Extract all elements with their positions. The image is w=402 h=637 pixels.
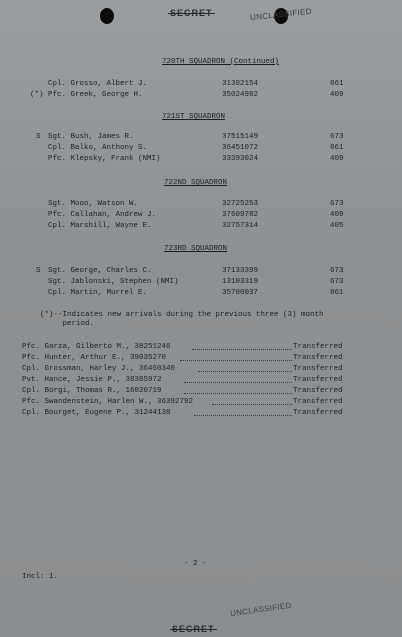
section-heading: 720TH SQUADRON (Continued) bbox=[162, 58, 280, 66]
roster-name: Cpl. Marshill, Wayne E. bbox=[48, 222, 152, 230]
bottom-unclassified-stamp: UNCLASSIFIED bbox=[229, 600, 293, 619]
roster-name: Sgt. Bush, James R. bbox=[48, 133, 134, 141]
transfer-name: Cpl. Borgi, Thomas R., 16020719 bbox=[22, 387, 162, 395]
leader-dots bbox=[212, 404, 292, 405]
roster-serial: 35700037 bbox=[222, 289, 259, 297]
top-unclassified-stamp: UNCLASSIFIED bbox=[249, 6, 313, 23]
roster-code: 409 bbox=[330, 211, 344, 219]
roster-code: 409 bbox=[330, 155, 344, 163]
page-number: - 2 - bbox=[184, 560, 207, 568]
roster-name: Sgt. George, Charles C. bbox=[48, 267, 152, 275]
roster-serial: 31302154 bbox=[222, 80, 259, 88]
section-heading: 723RD SQUADRON bbox=[164, 245, 228, 253]
roster-name: Pfc. Greek, George H. bbox=[48, 91, 143, 99]
transfer-status: Transferred bbox=[293, 398, 343, 406]
section-heading: 722ND SQUADRON bbox=[164, 179, 228, 187]
transfer-status: Transferred bbox=[293, 354, 343, 362]
transfer-name: Pvt. Hance, Jessie P., 38365972 bbox=[22, 376, 162, 384]
roster-code: 673 bbox=[330, 278, 344, 286]
roster-prefix: S bbox=[36, 133, 41, 141]
transfer-name: Pfc. Swandenstein, Harlen W., 36392792 bbox=[22, 398, 194, 406]
transfer-status: Transferred bbox=[293, 387, 343, 395]
transfer-name: Cpl. Bourget, Eugene P., 31244138 bbox=[22, 409, 171, 417]
roster-name: Sgt. Jablonski, Stephen (NMI) bbox=[48, 278, 179, 286]
transfer-status: Transferred bbox=[293, 409, 343, 417]
roster-prefix: S bbox=[36, 267, 41, 275]
roster-serial: 13103319 bbox=[222, 278, 259, 286]
roster-prefix: (*) bbox=[30, 91, 44, 99]
roster-name: Cpl. Grosso, Albert J. bbox=[48, 80, 148, 88]
leader-dots bbox=[194, 415, 292, 416]
transfer-status: Transferred bbox=[293, 365, 343, 373]
roster-serial: 32757314 bbox=[222, 222, 259, 230]
roster-serial: 35024982 bbox=[222, 91, 259, 99]
leader-dots bbox=[180, 360, 292, 361]
roster-serial: 32725253 bbox=[222, 200, 259, 208]
roster-name: Pfc. Klepsky, Frank (NMI) bbox=[48, 155, 161, 163]
transfer-name: Pfc. Hunter, Arthur E., 39035270 bbox=[22, 354, 167, 362]
leader-dots bbox=[192, 349, 292, 350]
roster-name: Cpl. Martin, Murrel E. bbox=[48, 289, 148, 297]
roster-code: 861 bbox=[330, 144, 344, 152]
roster-serial: 37609782 bbox=[222, 211, 259, 219]
roster-serial: 37133399 bbox=[222, 267, 259, 275]
top-classification-struck: SECRET bbox=[170, 8, 213, 18]
transfer-name: Pfc. Garza, Gilberto M., 38251246 bbox=[22, 343, 171, 351]
roster-name: Cpl. Balko, Anthony S. bbox=[48, 144, 148, 152]
punch-hole bbox=[100, 8, 114, 24]
leader-dots bbox=[184, 382, 292, 383]
transfer-name: Cpl. Grossman, Harley J., 36460340 bbox=[22, 365, 176, 373]
roster-code: 673 bbox=[330, 267, 344, 275]
roster-code: 673 bbox=[330, 200, 344, 208]
roster-serial: 36451072 bbox=[222, 144, 259, 152]
footnote: (*)--Indicates new arrivals during the previous three (3) month period. bbox=[40, 311, 324, 328]
roster-code: 405 bbox=[330, 222, 344, 230]
roster-code: 673 bbox=[330, 133, 344, 141]
roster-name: Pfc. Callahan, Andrew J. bbox=[48, 211, 157, 219]
leader-dots bbox=[184, 393, 292, 394]
roster-code: 861 bbox=[330, 289, 344, 297]
leader-dots bbox=[198, 371, 292, 372]
bottom-classification-struck: SECRET bbox=[172, 624, 215, 634]
section-heading: 721ST SQUADRON bbox=[162, 113, 226, 121]
roster-serial: 33393024 bbox=[222, 155, 259, 163]
roster-code: 409 bbox=[330, 91, 344, 99]
roster-code: 861 bbox=[330, 80, 344, 88]
roster-serial: 37515149 bbox=[222, 133, 259, 141]
enclosure-note: Incl: 1. bbox=[22, 573, 59, 581]
roster-name: Sgt. Moon, Watson W. bbox=[48, 200, 139, 208]
transfer-status: Transferred bbox=[293, 343, 343, 351]
transfer-status: Transferred bbox=[293, 376, 343, 384]
